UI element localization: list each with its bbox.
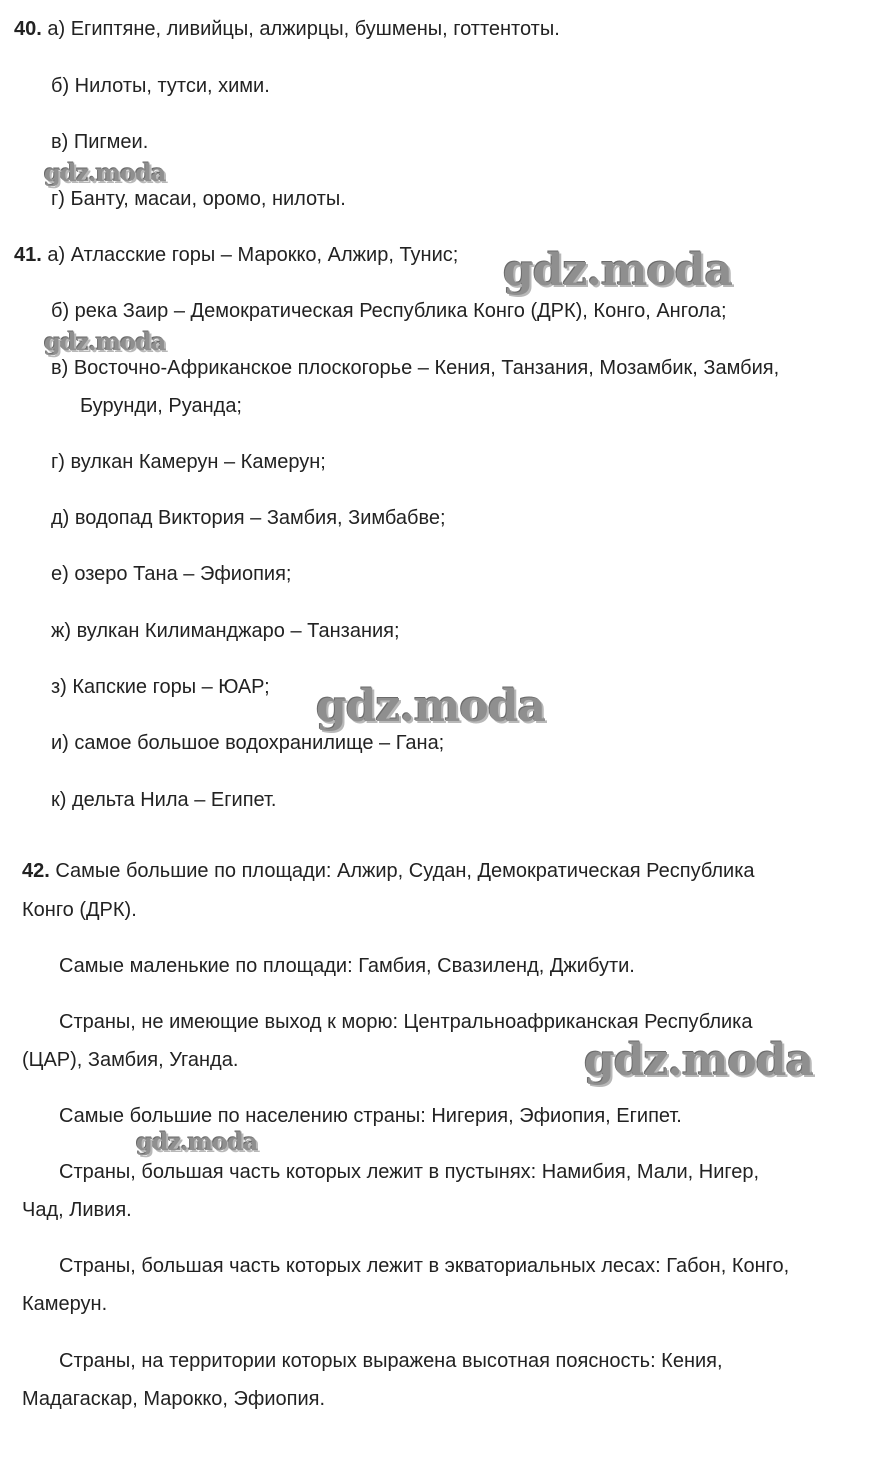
question-42-para-6-line1: Страны, большая часть которых лежит в экваториальных лесах: Габон, Конго, <box>59 1255 790 1277</box>
question-41-text-a: а) Атласские горы – Марокко, Алжир, Тунис; <box>47 244 459 266</box>
question-42-para-1-line1 <box>22 859 755 883</box>
question-40-item-g: г) Банту, масаи, оромо, нилоты. <box>51 188 346 210</box>
question-41-item-i: и) самое большое водохранилище – Гана; <box>51 732 445 754</box>
question-41-item-d: д) водопад Виктория – Замбия, Зимбабве; <box>51 507 446 529</box>
question-41-item-z: з) Капские горы – ЮАР; <box>51 676 270 698</box>
question-42-para-7-line2: Мадагаскар, Марокко, Эфиопия. <box>22 1388 326 1410</box>
question-41-item-b: б) река Заир – Демократическая Республика Конго (ДРК), Конго, Ангола; <box>51 300 727 322</box>
question-40-item-b: б) Нилоты, тутси, хими. <box>51 75 270 97</box>
question-42-text-1: Самые большие по площади: Алжир, Судан, Демократическая Республика <box>55 860 755 882</box>
question-41-item-v-line2: Бурунди, Руанда; <box>80 395 242 417</box>
question-41-item-a <box>14 243 458 267</box>
question-42-para-5-line1: Страны, большая часть которых лежит в пустынях: Намибия, Мали, Нигер, <box>59 1161 760 1183</box>
question-42-para-1-line2: Конго (ДРК). <box>22 899 137 921</box>
watermark-logo: gdz.moda <box>316 681 546 732</box>
question-40-number: 40. <box>14 18 42 40</box>
question-41-number: 41. <box>14 244 42 266</box>
watermark-logo: gdz.moda <box>44 327 166 356</box>
question-41-item-k: к) дельта Нила – Египет. <box>51 789 277 811</box>
question-42-para-7-line1: Страны, на территории которых выражена высотная поясность: Кения, <box>59 1350 723 1372</box>
question-40-item-v: в) Пигмеи. <box>51 131 149 153</box>
question-42-para-6-line2: Камерун. <box>22 1293 108 1315</box>
question-42-para-3-line2: (ЦАР), Замбия, Уганда. <box>22 1049 239 1071</box>
question-41-item-e: е) озеро Тана – Эфиопия; <box>51 563 292 585</box>
question-40-text-a: а) Египтяне, ливийцы, алжирцы, бушмены, готтентоты. <box>47 18 560 40</box>
question-42-number: 42. <box>22 860 50 882</box>
question-42-para-3-line1: Страны, не имеющие выход к морю: Центральноафриканская Республика <box>59 1011 753 1033</box>
question-42-para-2: Самые маленькие по площади: Гамбия, Свазиленд, Джибути. <box>59 955 635 977</box>
question-42-para-5-line2: Чад, Ливия. <box>22 1199 132 1221</box>
question-41-item-v-line1: в) Восточно-Африканское плоскогорье – Кения, Танзания, Мозамбик, Замбия, <box>51 357 780 379</box>
question-40-item-a <box>14 17 560 41</box>
watermark-logo: gdz.moda <box>136 1127 258 1156</box>
question-42-para-4: Самые большие по населению страны: Нигерия, Эфиопия, Египет. <box>59 1105 682 1127</box>
question-41-item-zh: ж) вулкан Килиманджаро – Танзания; <box>51 620 400 642</box>
watermark-logo: gdz.moda <box>584 1035 814 1086</box>
question-41-item-g: г) вулкан Камерун – Камерун; <box>51 451 326 473</box>
watermark-logo: gdz.moda <box>503 245 733 296</box>
watermark-logo: gdz.moda <box>44 158 166 187</box>
